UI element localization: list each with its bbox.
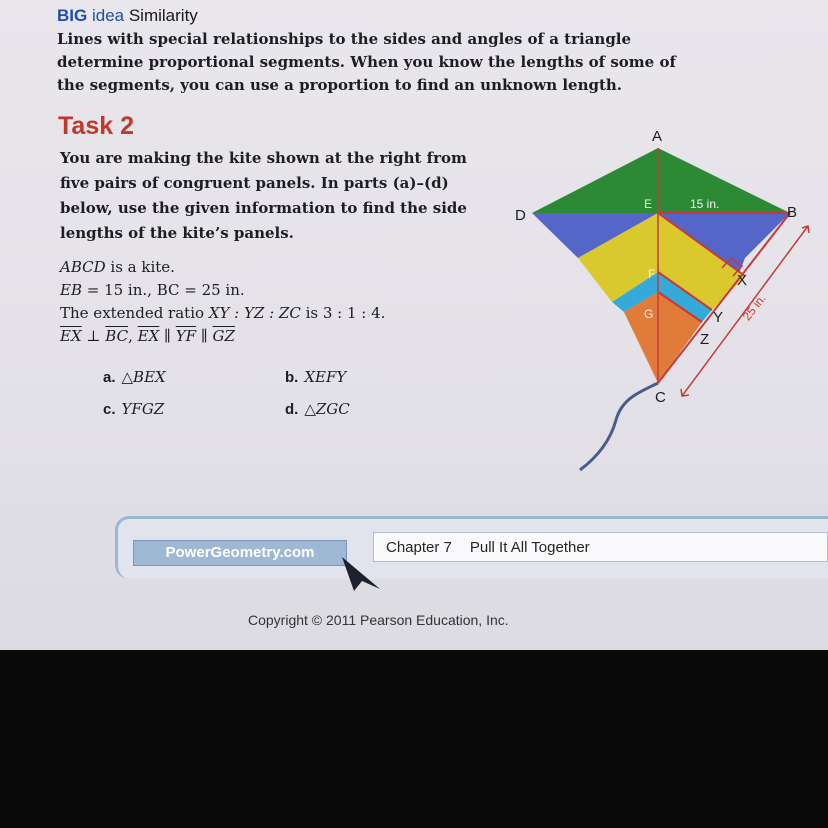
label-z: Z [700, 331, 710, 348]
given-ratio: The extended ratio XY : YZ : ZC is 3 : 1 : 4. [60, 304, 386, 322]
kite-string [580, 383, 658, 470]
big-idea-topic: Similarity [128, 6, 198, 25]
label-bc-length: 25 in. [739, 291, 769, 324]
chapter-box [373, 532, 828, 562]
label-x: X [737, 272, 748, 289]
idea-label: idea [91, 6, 125, 25]
label-eb-length: 15 in. [690, 197, 720, 211]
label-b: B [787, 204, 798, 221]
part-b: b. XEFY [285, 368, 347, 386]
big-label: BIG [57, 6, 88, 25]
big-idea-heading [57, 6, 198, 26]
label-g: G [644, 307, 654, 321]
kite-diagram [500, 118, 828, 488]
label-f: F [648, 267, 656, 281]
task-description: You are making the kite shown at the right from five pairs of congruent panels. In parts (a)–(d) below, use the given information to find the side lengths of the kite’s panels. [60, 149, 467, 242]
seg-ex-2: $\overline{EX}$ [137, 327, 160, 345]
kite-panel-green [532, 148, 790, 213]
label-e: E [644, 197, 653, 211]
part-a: a. △BEX [103, 368, 166, 386]
screen-bezel [0, 650, 828, 828]
given-kite: ABCD is a kite. [60, 258, 175, 276]
given-information [60, 256, 385, 348]
chapter-title: Pull It All Together [469, 539, 590, 556]
chapter-number: Chapter 7 [386, 539, 452, 556]
label-c: C [655, 389, 666, 406]
label-d: D [515, 207, 526, 224]
label-a: A [652, 128, 663, 145]
part-d: d. △ZGC [285, 400, 350, 418]
powergeometry-link[interactable]: PowerGeometry.com [133, 540, 347, 566]
task-title: Task 2 [58, 112, 134, 140]
big-idea-intro: Lines with special relationships to the sides and angles of a triangle determine proportional segments. When you know the lengths of some of the segments, you can use a proportion to find an unknown length. [57, 30, 676, 94]
part-c: c. YFGZ [103, 400, 165, 418]
label-y: Y [713, 309, 724, 326]
copyright: Copyright © 2011 Pearson Education, Inc. [248, 612, 509, 628]
given-relations: $\overline{EX}$ ⊥ $\overline{BC}$, $\overline{EX}$ ∥ $\overline{YF}$ ∥ $\overline{GZ}$ [60, 327, 235, 345]
given-lengths: EB = 15 in., BC = 25 in. [60, 281, 245, 299]
